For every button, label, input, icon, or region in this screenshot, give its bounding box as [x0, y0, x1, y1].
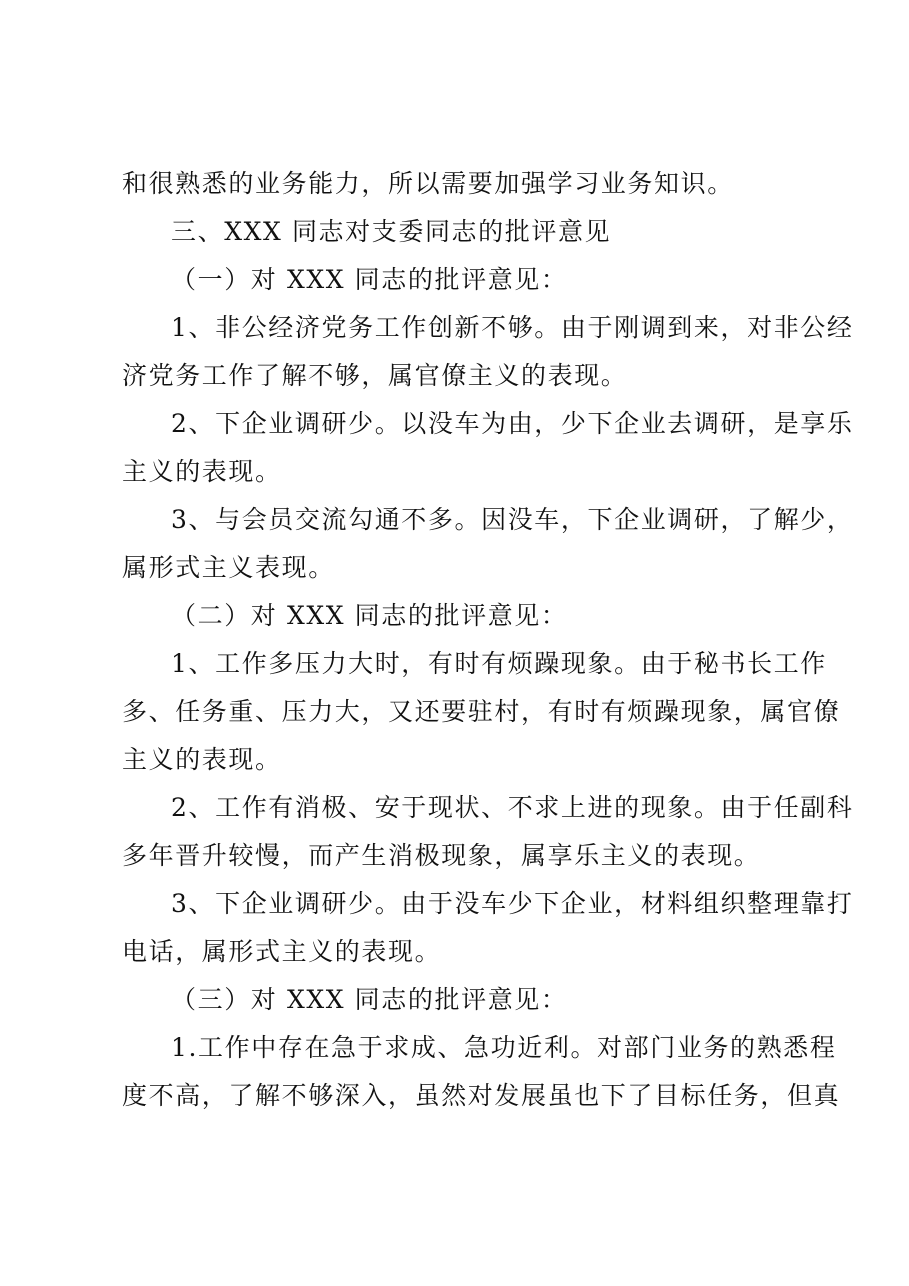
- text-line: 多、任务重、压力大，又还要驻村，有时有烦躁现象，属官僚: [122, 697, 841, 726]
- text-line: 3、下企业调研少。由于没车少下企业，材料组织整理靠打: [171, 889, 854, 918]
- text-line: 2、下企业调研少。以没车为由，少下企业去调研，是享乐: [171, 409, 854, 438]
- subsection-heading: （三）对 XXX 同志的批评意见：: [171, 985, 568, 1014]
- text-line: 1.工作中存在急于求成、急功近利。对部门业务的熟悉程: [171, 1033, 837, 1062]
- text-line: 多年晋升较慢，而产生消极现象，属享乐主义的表现。: [122, 841, 761, 870]
- subsection-heading: （二）对 XXX 同志的批评意见：: [171, 601, 568, 630]
- text-line: 1、非公经济党务工作创新不够。由于刚调到来，对非公经: [171, 313, 854, 342]
- text-line: 1、工作多压力大时，有时有烦躁现象。由于秘书长工作: [171, 649, 827, 678]
- text-line: 2、工作有消极、安于现状、不求上进的现象。由于任副科: [171, 793, 854, 822]
- section-heading: 三、XXX 同志对支委同志的批评意见: [171, 217, 612, 246]
- text-line: 济党务工作了解不够，属官僚主义的表现。: [122, 361, 628, 390]
- text-line: 属形式主义表现。: [122, 553, 335, 582]
- text-line: 3、与会员交流勾通不多。因没车，下企业调研，了解少，: [171, 505, 854, 534]
- text-line: 电话，属形式主义的表现。: [122, 937, 442, 966]
- text-line: 度不高，了解不够深入，虽然对发展虽也下了目标任务，但真: [122, 1081, 841, 1110]
- text-line: 主义的表现。: [122, 745, 282, 774]
- text-line: 主义的表现。: [122, 457, 282, 486]
- text-line: 和很熟悉的业务能力，所以需要加强学习业务知识。: [122, 169, 734, 198]
- subsection-heading: （一）对 XXX 同志的批评意见：: [171, 265, 568, 294]
